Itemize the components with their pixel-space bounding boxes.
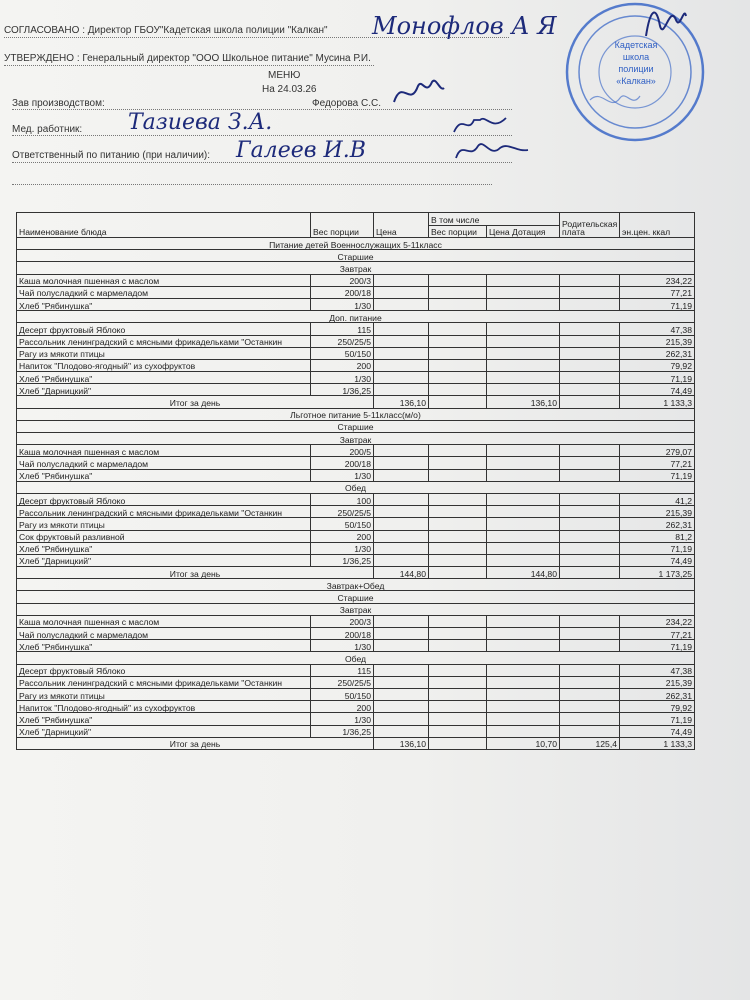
total-price: 136,10	[374, 737, 429, 749]
dish-price	[374, 372, 429, 384]
dish-name: Каша молочная пшенная с маслом	[17, 615, 311, 627]
dish-parent	[560, 359, 620, 371]
meal-title: Обед	[17, 652, 695, 664]
stamp-text-1: Кадетская	[614, 40, 658, 50]
col-header-inc-subsidy: Цена Дотация	[487, 225, 560, 238]
director-handwriting: Монофлов А Я	[372, 12, 557, 40]
dish-portion: 200/3	[311, 274, 374, 286]
dish-parent	[560, 384, 620, 396]
table-row	[17, 506, 695, 518]
dish-price	[374, 347, 429, 359]
dish-price	[374, 359, 429, 371]
dish-portion: 250/25/5	[311, 335, 374, 347]
dish-portion: 200/18	[311, 457, 374, 469]
total-row	[17, 737, 695, 749]
dish-portion: 200/5	[311, 445, 374, 457]
dish-name: Рагу из мякоти птицы	[17, 518, 311, 530]
dish-name: Десерт фруктовый Яблоко	[17, 323, 311, 335]
dish-energy: 215,39	[620, 676, 695, 688]
dish-energy: 71,19	[620, 542, 695, 554]
dish-portion: 1/36,25	[311, 554, 374, 566]
extra-underline	[12, 184, 492, 185]
dish-inc-portion	[429, 274, 487, 286]
dish-inc-portion	[429, 725, 487, 737]
table-row	[17, 298, 695, 310]
total-parent: 125,4	[560, 737, 620, 749]
dish-price	[374, 615, 429, 627]
meal-title: Доп. питание	[17, 311, 695, 323]
dish-price	[374, 469, 429, 481]
dish-energy: 262,31	[620, 688, 695, 700]
table-row	[17, 457, 695, 469]
dish-subsidy	[487, 372, 560, 384]
dish-subsidy	[487, 506, 560, 518]
dish-name: Каша молочная пшенная с маслом	[17, 445, 311, 457]
dish-energy: 79,92	[620, 701, 695, 713]
dish-energy: 77,21	[620, 286, 695, 298]
col-header-price: Цена	[374, 213, 429, 238]
col-header-including: В том числе	[429, 213, 560, 226]
dish-subsidy	[487, 542, 560, 554]
total-energy: 1 133,3	[620, 737, 695, 749]
meal-title: Завтрак	[17, 603, 695, 615]
dish-portion: 115	[311, 664, 374, 676]
dish-subsidy	[487, 688, 560, 700]
dish-name: Чай полусладкий с мармеладом	[17, 286, 311, 298]
dish-inc-portion	[429, 359, 487, 371]
affirmation-underline	[4, 65, 374, 66]
dish-portion: 250/25/5	[311, 506, 374, 518]
dish-inc-portion	[429, 493, 487, 505]
dish-parent	[560, 701, 620, 713]
meal-title-row	[17, 603, 695, 615]
section-title: Питание детей Военнослужащих 5-11класс	[17, 238, 695, 250]
table-row	[17, 274, 695, 286]
dish-name: Хлеб "Рябинушка"	[17, 372, 311, 384]
section-subtitle-row	[17, 420, 695, 432]
dish-parent	[560, 676, 620, 688]
dish-subsidy	[487, 359, 560, 371]
dish-inc-portion	[429, 335, 487, 347]
dish-inc-portion	[429, 298, 487, 310]
dish-energy: 215,39	[620, 335, 695, 347]
production-signature	[388, 72, 448, 112]
dish-portion: 200	[311, 701, 374, 713]
dish-price	[374, 725, 429, 737]
dish-portion: 1/30	[311, 298, 374, 310]
dish-subsidy	[487, 640, 560, 652]
total-subsidy: 10,70	[487, 737, 560, 749]
dish-inc-portion	[429, 457, 487, 469]
dish-parent	[560, 628, 620, 640]
dish-portion: 1/36,25	[311, 725, 374, 737]
dish-portion: 1/30	[311, 713, 374, 725]
table-row	[17, 628, 695, 640]
table-row	[17, 335, 695, 347]
total-row	[17, 567, 695, 579]
dish-energy: 71,19	[620, 713, 695, 725]
dish-price	[374, 286, 429, 298]
dish-parent	[560, 542, 620, 554]
dish-name: Напиток "Плодово-ягодный" из сухофруктов	[17, 359, 311, 371]
menu-title: МЕНЮ	[268, 70, 301, 81]
dish-portion: 1/30	[311, 542, 374, 554]
stamp-text-2: школа	[622, 52, 650, 62]
medic-handwriting: Тазиева З.А.	[128, 110, 273, 135]
dish-subsidy	[487, 701, 560, 713]
dish-portion: 250/25/5	[311, 676, 374, 688]
total-label: Итог за день	[17, 567, 374, 579]
dish-energy: 71,19	[620, 298, 695, 310]
section-title-row	[17, 238, 695, 250]
dish-parent	[560, 469, 620, 481]
dish-portion: 200/18	[311, 286, 374, 298]
table-row	[17, 725, 695, 737]
table-row	[17, 676, 695, 688]
dish-inc-portion	[429, 664, 487, 676]
meal-title-row	[17, 481, 695, 493]
medic-underline	[12, 135, 512, 136]
dish-name: Хлеб "Дарницкий"	[17, 725, 311, 737]
dish-subsidy	[487, 713, 560, 725]
dish-name: Напиток "Плодово-ягодный" из сухофруктов	[17, 701, 311, 713]
dish-name: Рассольник ленинградский с мясными фрикадельками "Останкин	[17, 506, 311, 518]
dish-price	[374, 664, 429, 676]
dish-energy: 79,92	[620, 359, 695, 371]
responsible-label: Ответственный по питанию (при наличии):	[12, 150, 211, 161]
affirmation-line: УТВЕРЖДЕНО : Генеральный директор "ООО Школьное питание" Мусина Р.И.	[4, 53, 371, 64]
meal-title-row	[17, 433, 695, 445]
dish-price	[374, 274, 429, 286]
dish-inc-portion	[429, 676, 487, 688]
stamp-text-3: полиции	[618, 64, 654, 74]
total-subsidy: 136,10	[487, 396, 560, 408]
dish-price	[374, 335, 429, 347]
dish-parent	[560, 493, 620, 505]
meal-title: Завтрак	[17, 433, 695, 445]
dish-parent	[560, 457, 620, 469]
dish-subsidy	[487, 628, 560, 640]
dish-energy: 71,19	[620, 469, 695, 481]
dish-energy: 215,39	[620, 506, 695, 518]
dish-inc-portion	[429, 518, 487, 530]
dish-price	[374, 676, 429, 688]
dish-subsidy	[487, 457, 560, 469]
dish-name: Чай полусладкий с мармеладом	[17, 628, 311, 640]
dish-inc-portion	[429, 615, 487, 627]
dish-price	[374, 298, 429, 310]
dish-price	[374, 554, 429, 566]
dish-name: Рагу из мякоти птицы	[17, 688, 311, 700]
dish-parent	[560, 274, 620, 286]
dish-inc-portion	[429, 384, 487, 396]
total-row	[17, 396, 695, 408]
dish-portion: 100	[311, 493, 374, 505]
dish-inc-portion	[429, 554, 487, 566]
dish-price	[374, 518, 429, 530]
table-row	[17, 518, 695, 530]
table-row	[17, 664, 695, 676]
dish-price	[374, 493, 429, 505]
table-row	[17, 615, 695, 627]
table-row	[17, 701, 695, 713]
dish-parent	[560, 518, 620, 530]
total-inc-portion	[429, 737, 487, 749]
dish-name: Чай полусладкий с мармеладом	[17, 457, 311, 469]
dish-name: Хлеб "Рябинушка"	[17, 542, 311, 554]
dish-name: Хлеб "Дарницкий"	[17, 384, 311, 396]
table-row	[17, 469, 695, 481]
table-row	[17, 347, 695, 359]
col-header-energy: эн.цен. ккал	[620, 213, 695, 238]
dish-parent	[560, 335, 620, 347]
dish-subsidy	[487, 530, 560, 542]
dish-subsidy	[487, 469, 560, 481]
dish-portion: 1/36,25	[311, 384, 374, 396]
dish-inc-portion	[429, 372, 487, 384]
meal-title: Завтрак	[17, 262, 695, 274]
section-subtitle: Старшие	[17, 591, 695, 603]
table-row	[17, 445, 695, 457]
dish-parent	[560, 640, 620, 652]
dish-inc-portion	[429, 542, 487, 554]
dish-inc-portion	[429, 286, 487, 298]
dish-name: Хлеб "Дарницкий"	[17, 554, 311, 566]
dish-price	[374, 628, 429, 640]
dish-name: Хлеб "Рябинушка"	[17, 713, 311, 725]
table-row	[17, 542, 695, 554]
dish-parent	[560, 530, 620, 542]
dish-subsidy	[487, 323, 560, 335]
total-label: Итог за день	[17, 396, 374, 408]
dish-subsidy	[487, 664, 560, 676]
total-parent	[560, 567, 620, 579]
dish-price	[374, 688, 429, 700]
dish-portion: 1/30	[311, 640, 374, 652]
dish-name: Десерт фруктовый Яблоко	[17, 664, 311, 676]
col-header-dish: Наименование блюда	[17, 213, 311, 238]
meal-title-row	[17, 311, 695, 323]
dish-inc-portion	[429, 640, 487, 652]
dish-parent	[560, 298, 620, 310]
dish-price	[374, 701, 429, 713]
total-parent	[560, 396, 620, 408]
col-header-inc-portion: Вес порции	[429, 225, 487, 238]
dish-name: Хлеб "Рябинушка"	[17, 298, 311, 310]
dish-parent	[560, 372, 620, 384]
dish-subsidy	[487, 298, 560, 310]
dish-inc-portion	[429, 323, 487, 335]
dish-price	[374, 640, 429, 652]
dish-subsidy	[487, 384, 560, 396]
section-title-row	[17, 579, 695, 591]
dish-subsidy	[487, 518, 560, 530]
dish-parent	[560, 615, 620, 627]
dish-parent	[560, 713, 620, 725]
table-row	[17, 323, 695, 335]
dish-energy: 74,49	[620, 384, 695, 396]
section-title: Завтрак+Обед	[17, 579, 695, 591]
dish-subsidy	[487, 335, 560, 347]
section-title-row	[17, 408, 695, 420]
dish-energy: 74,49	[620, 554, 695, 566]
dish-subsidy	[487, 445, 560, 457]
dish-energy: 47,38	[620, 323, 695, 335]
table-row	[17, 713, 695, 725]
dish-price	[374, 384, 429, 396]
director-signature	[640, 0, 690, 42]
col-header-parent: Родительская плата	[560, 213, 620, 238]
dish-inc-portion	[429, 701, 487, 713]
dish-portion: 200	[311, 359, 374, 371]
dish-name: Десерт фруктовый Яблоко	[17, 493, 311, 505]
table-row	[17, 640, 695, 652]
dish-energy: 41,2	[620, 493, 695, 505]
dish-subsidy	[487, 286, 560, 298]
table-row	[17, 286, 695, 298]
dish-inc-portion	[429, 688, 487, 700]
dish-portion: 200	[311, 530, 374, 542]
dish-subsidy	[487, 615, 560, 627]
dish-name: Рассольник ленинградский с мясными фрикадельками "Останкин	[17, 335, 311, 347]
dish-price	[374, 323, 429, 335]
dish-inc-portion	[429, 713, 487, 725]
menu-date: На 24.03.26	[262, 84, 317, 95]
dish-subsidy	[487, 725, 560, 737]
dish-name: Хлеб "Рябинушка"	[17, 469, 311, 481]
table-row	[17, 688, 695, 700]
dish-price	[374, 530, 429, 542]
dish-price	[374, 445, 429, 457]
total-energy: 1 133,3	[620, 396, 695, 408]
dish-portion: 115	[311, 323, 374, 335]
dish-subsidy	[487, 676, 560, 688]
dish-energy: 74,49	[620, 725, 695, 737]
dish-inc-portion	[429, 445, 487, 457]
dish-energy: 71,19	[620, 640, 695, 652]
section-subtitle: Старшие	[17, 250, 695, 262]
col-header-portion: Вес порции	[311, 213, 374, 238]
dish-energy: 77,21	[620, 457, 695, 469]
total-subsidy: 144,80	[487, 567, 560, 579]
total-price: 144,80	[374, 567, 429, 579]
dish-inc-portion	[429, 347, 487, 359]
dish-subsidy	[487, 274, 560, 286]
menu-table	[16, 212, 695, 750]
dish-name: Хлеб "Рябинушка"	[17, 640, 311, 652]
dish-portion: 1/30	[311, 469, 374, 481]
table-row	[17, 554, 695, 566]
section-title: Льготное питание 5-11класс(м/о)	[17, 408, 695, 420]
total-label: Итог за день	[17, 737, 374, 749]
section-subtitle: Старшие	[17, 420, 695, 432]
dish-parent	[560, 286, 620, 298]
dish-subsidy	[487, 493, 560, 505]
stamp-text-4: «Калкан»	[616, 76, 656, 86]
dish-price	[374, 506, 429, 518]
dish-energy: 234,22	[620, 615, 695, 627]
dish-parent	[560, 323, 620, 335]
table-row	[17, 372, 695, 384]
responsible-handwriting: Галеев И.В	[236, 138, 366, 163]
dish-name: Рассольник ленинградский с мясными фрикадельками "Останкин	[17, 676, 311, 688]
dish-inc-portion	[429, 530, 487, 542]
dish-inc-portion	[429, 506, 487, 518]
dish-portion: 1/30	[311, 372, 374, 384]
section-subtitle-row	[17, 591, 695, 603]
medic-label: Мед. работник:	[12, 124, 83, 135]
dish-parent	[560, 725, 620, 737]
dish-name: Каша молочная пшенная с маслом	[17, 274, 311, 286]
dish-portion: 200/18	[311, 628, 374, 640]
dish-portion: 50/150	[311, 518, 374, 530]
production-label: Зав производством:	[12, 98, 105, 109]
dish-energy: 279,07	[620, 445, 695, 457]
dish-energy: 262,31	[620, 347, 695, 359]
table-row	[17, 384, 695, 396]
dish-parent	[560, 347, 620, 359]
responsible-signature	[452, 134, 532, 166]
meal-title-row	[17, 652, 695, 664]
total-inc-portion	[429, 567, 487, 579]
dish-portion: 200/3	[311, 615, 374, 627]
table-row	[17, 493, 695, 505]
table-header-top	[17, 213, 695, 226]
dish-parent	[560, 664, 620, 676]
dish-energy: 262,31	[620, 518, 695, 530]
dish-portion: 50/150	[311, 688, 374, 700]
dish-subsidy	[487, 554, 560, 566]
dish-energy: 77,21	[620, 628, 695, 640]
dish-energy: 234,22	[620, 274, 695, 286]
dish-price	[374, 713, 429, 725]
dish-parent	[560, 506, 620, 518]
meal-title: Обед	[17, 481, 695, 493]
dish-energy: 47,38	[620, 664, 695, 676]
meal-title-row	[17, 262, 695, 274]
section-subtitle-row	[17, 250, 695, 262]
table-row	[17, 359, 695, 371]
dish-portion: 50/150	[311, 347, 374, 359]
production-name: Федорова С.С.	[312, 98, 382, 109]
dish-parent	[560, 445, 620, 457]
dish-inc-portion	[429, 628, 487, 640]
total-energy: 1 173,25	[620, 567, 695, 579]
total-price: 136,10	[374, 396, 429, 408]
dish-parent	[560, 688, 620, 700]
dish-price	[374, 457, 429, 469]
dish-inc-portion	[429, 469, 487, 481]
dish-parent	[560, 554, 620, 566]
dish-energy: 81,2	[620, 530, 695, 542]
table-row	[17, 530, 695, 542]
approval-line: СОГЛАСОВАНО : Директор ГБОУ"Кадетская школа полиции "Калкан"	[4, 25, 328, 36]
dish-subsidy	[487, 347, 560, 359]
dish-energy: 71,19	[620, 372, 695, 384]
dish-price	[374, 542, 429, 554]
total-inc-portion	[429, 396, 487, 408]
dish-name: Сок фруктовый разливной	[17, 530, 311, 542]
dish-name: Рагу из мякоти птицы	[17, 347, 311, 359]
